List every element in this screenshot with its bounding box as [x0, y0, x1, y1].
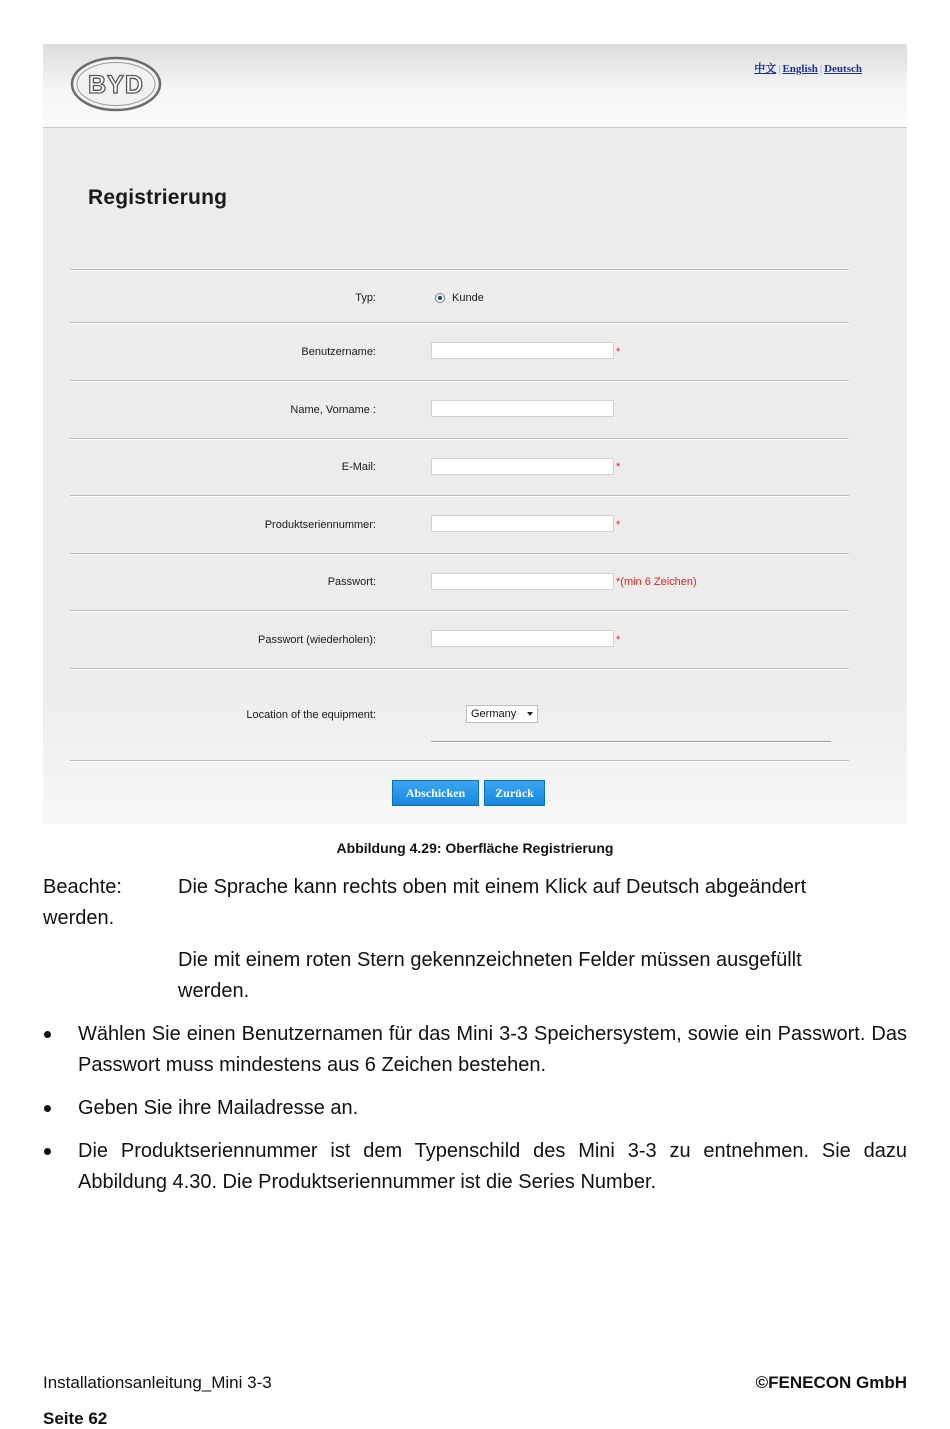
bullet-icon [44, 1105, 51, 1112]
lang-english-link[interactable]: English [782, 63, 818, 75]
note-text-1-wrap: werden. [43, 907, 115, 929]
type-radio-label: Kunde [452, 292, 484, 304]
note-text-2: Die mit einem roten Stern gekennzeichneten Felder müssen ausgefüllt werden. [178, 949, 802, 1002]
bullet-item: Wählen Sie einen Benutzernamen für das Mini 3-3 Speichersystem, sowie ein Passwort. Das Passwort muss mindestens aus 6 Zeichen bestehen. [78, 1023, 907, 1076]
svg-text:BYD: BYD [88, 71, 144, 99]
password-hint: *(min 6 Zeichen) [616, 576, 697, 588]
location-select-value: Germany [471, 708, 517, 720]
lang-german-link[interactable]: Deutsch [824, 63, 862, 75]
password-repeat-label: Passwort (wiederholen): [258, 634, 376, 646]
password-label: Passwort: [327, 576, 376, 588]
divider [70, 760, 849, 762]
submit-button[interactable]: Abschicken [392, 780, 479, 806]
page-title: Registrierung [88, 186, 228, 209]
password-repeat-input[interactable] [431, 630, 614, 647]
location-label: Location of the equipment: [246, 709, 376, 721]
byd-logo [70, 56, 162, 112]
bullet-icon [44, 1031, 51, 1038]
type-label: Typ: [355, 292, 376, 304]
note-label: Beachte: [43, 876, 122, 898]
bullet-icon [44, 1148, 51, 1155]
username-input[interactable] [431, 342, 614, 359]
required-marker: * [616, 634, 621, 646]
serial-number-label: Produktseriennummer: [264, 519, 376, 531]
back-button[interactable]: Zurück [484, 780, 545, 806]
note-text-1: Die Sprache kann rechts oben mit einem Klick auf Deutsch abgeändert [178, 876, 807, 898]
username-label: Benutzername: [301, 346, 376, 358]
lang-chinese-link[interactable]: 中文 [754, 63, 777, 75]
divider [70, 495, 849, 497]
fullname-input[interactable] [431, 400, 614, 417]
type-radio-kunde[interactable] [435, 293, 445, 303]
site-header [43, 44, 907, 128]
required-marker: * [616, 461, 621, 473]
chevron-down-icon [527, 712, 533, 716]
divider [70, 269, 849, 271]
divider [70, 553, 849, 555]
footer-doc-title: Installationsanleitung_Mini 3-3 [43, 1373, 272, 1392]
email-input[interactable] [431, 458, 614, 475]
divider [70, 322, 849, 324]
language-switcher: 中文 | English | Deutsch [754, 63, 862, 75]
bullet-item: Die Produktseriennummer ist dem Typenschild des Mini 3-3 zu entnehmen. Sie dazu Abbildung 4.30. Die Produktseriennummer ist die Series Number. [78, 1140, 907, 1193]
fullname-label: Name, Vorname : [290, 404, 376, 416]
serial-number-input[interactable] [431, 515, 614, 532]
registration-screenshot [43, 44, 907, 824]
divider [431, 741, 831, 743]
email-label: E-Mail: [341, 461, 376, 473]
bullet-item: Geben Sie ihre Mailadresse an. [78, 1097, 359, 1119]
page-number: Seite 62 [43, 1409, 108, 1428]
divider [70, 438, 849, 440]
required-marker: * [616, 519, 621, 531]
location-select[interactable] [466, 705, 538, 723]
footer-copyright: ©FENECON GmbH [755, 1373, 907, 1392]
figure-caption: Abbildung 4.29: Oberfläche Registrierung [336, 840, 614, 856]
password-input[interactable] [431, 573, 614, 590]
divider [70, 610, 849, 612]
divider [70, 668, 849, 670]
required-marker: * [616, 346, 621, 358]
divider [70, 380, 849, 382]
